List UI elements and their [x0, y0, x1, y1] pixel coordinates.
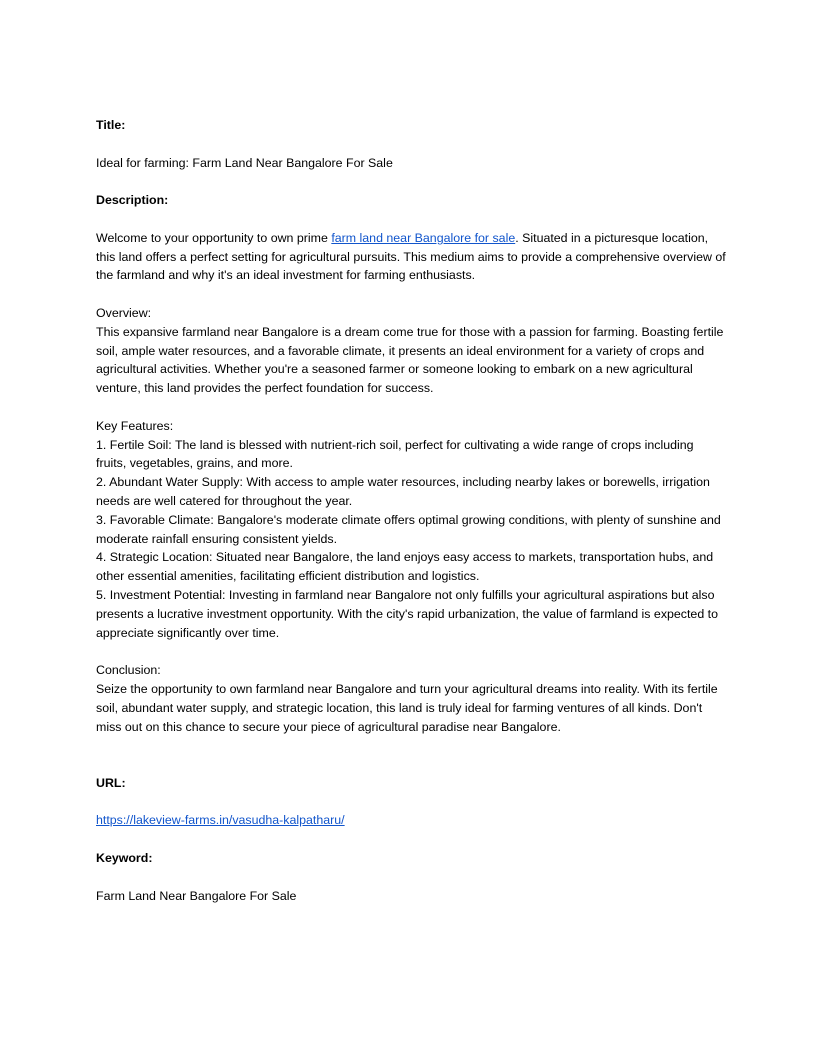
document-page: [96, 116, 726, 905]
url-paragraph: [96, 811, 726, 830]
spacer: [96, 398, 726, 417]
feature-item: 4. Strategic Location: Situated near Bangalore, the land enjoys easy access to markets, transportation hubs, and other essential amenities, facilitating efficient distribution and logistics.: [96, 550, 714, 584]
spacer: [96, 210, 726, 229]
spacer: [96, 642, 726, 661]
keyword-text: Farm Land Near Bangalore For Sale: [96, 888, 297, 903]
conclusion-body: Seize the opportunity to own farmland near Bangalore and turn your agricultural dreams into reality. With its fertile soil, abundant water supply, and strategic location, this land is truly ideal for farming ventures of all kinds. Don't miss out on this chance to secure your piece of agricultural paradise near Bangalore.: [96, 681, 718, 734]
spacer: [96, 172, 726, 191]
title-label: Title:: [96, 118, 126, 132]
spacer: [96, 868, 726, 887]
conclusion-heading: Conclusion:: [96, 663, 161, 678]
key-features-heading: Key Features:: [96, 418, 174, 433]
feature-item: 1. Fertile Soil: The land is blessed with nutrient-rich soil, perfect for cultivating a wide range of crops including fruits, vegetables, grains, and more.: [96, 437, 694, 471]
description-label: Description:: [96, 193, 169, 208]
farm-land-link[interactable]: farm land near Bangalore for sale: [331, 230, 516, 245]
keyword-label: Keyword:: [96, 851, 153, 866]
spacer: [96, 793, 726, 812]
spacer: [96, 285, 726, 304]
feature-item: 2. Abundant Water Supply: With access to ample water resources, including nearby lakes or borewells, irrigation needs are well catered for throughout the year.: [96, 475, 710, 508]
intro-before-link: Welcome to your opportunity to own prime: [96, 230, 332, 245]
intro-after-link: . Situated in a picturesque location, this land offers a perfect setting for agricultural pursuits. This medium aims to provide a comprehensive overview of the farmland and why it's an ideal investment for farming enthusiasts.: [96, 230, 726, 283]
spacer: [96, 135, 726, 154]
url-link[interactable]: https://lakeview-farms.in/vasudha-kalpatharu/: [96, 813, 345, 828]
intro-paragraph: [96, 229, 726, 285]
title-text: Ideal for farming: Farm Land Near Bangalore For Sale: [96, 155, 393, 170]
spacer: [96, 830, 726, 849]
overview-heading: Overview:: [96, 305, 152, 320]
url-label: URL:: [96, 775, 126, 790]
feature-item: 3. Favorable Climate: Bangalore's moderate climate offers optimal growing conditions, with plenty of sunshine and moderate rainfall ensuring consistent yields.: [96, 512, 721, 546]
overview-body: This expansive farmland near Bangalore is a dream come true for those with a passion for farming. Boasting fertile soil, ample water resources, and a favorable climate, it presents an ideal environment for a variety of crops and agricultural activities. Whether you're a seasoned farmer or someone looking to embark on a new agricultural venture, this land provides the perfect foundation for success.: [96, 324, 724, 396]
spacer: [96, 736, 726, 774]
feature-item: 5. Investment Potential: Investing in farmland near Bangalore not only fulfills your agricultural aspirations but also presents a lucrative investment opportunity. With the city's rapid urbanization, the value of farmland is expected to appreciate significantly over time.: [96, 587, 718, 640]
